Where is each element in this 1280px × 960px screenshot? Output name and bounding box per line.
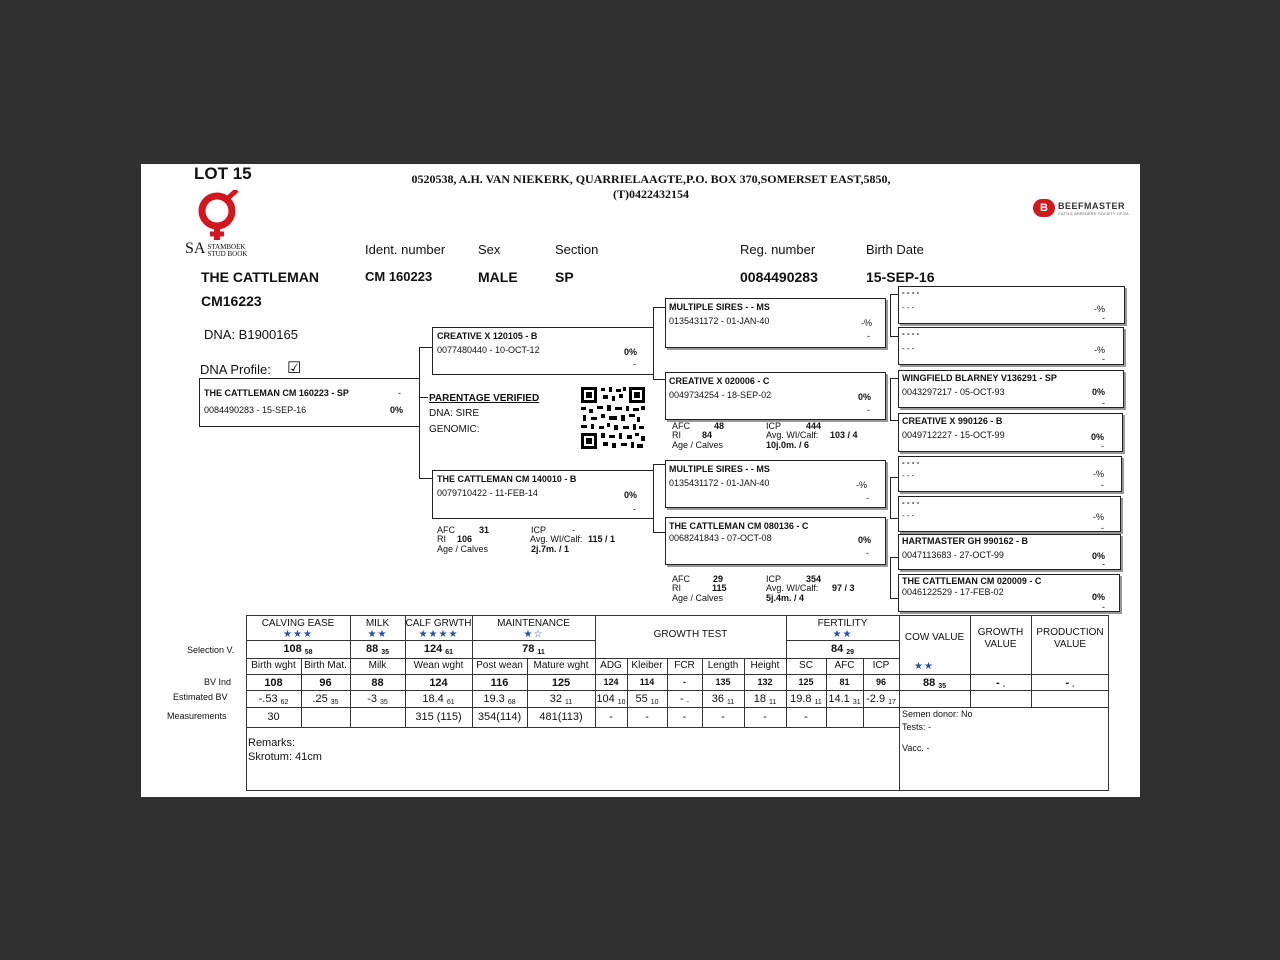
connector [890,477,891,518]
group-fertility: FERTILITY [817,618,868,629]
sex-value: MALE [478,269,518,285]
pedigree-certificate [141,164,1140,797]
ebv-number: .25 [312,693,328,705]
trait-header: Birth wght [251,660,296,671]
connector [653,379,665,380]
bv-index-value: 125 [551,677,571,689]
sire-box: CREATIVE X 120105 - B 0077480440 - 10-OCT-12 0% - [432,327,654,375]
estimated-bv-value [667,693,702,706]
beefmaster-b-icon: B [1033,199,1055,217]
group-calf-growth: CALF GRWTH [405,618,472,629]
connector [653,307,665,308]
group-cow-value: COW VALUE [904,632,965,643]
bv-index-value: 132 [757,677,773,687]
great-grandparent-box-7: HARTMASTER GH 990162 - B 0047113683 - 27-OCT-99 0% - [898,534,1121,570]
trait-header: AFC [834,660,855,671]
reg-number: 0084490283 [740,269,818,285]
grandparent-2-stats: AFC 48 RI 84 Age / Calves ICP 444 Avg. WI/Calf: 103 / 4 10j.0m. / 6 [672,421,858,450]
connector [890,294,891,336]
bv-index-value: 135 [715,677,731,687]
great-grandparent-box-8: THE CATTLEMAN CM 020009 - C 0046122529 - 17-FEB-02 0% - [898,574,1120,612]
ebv-number: -2.9 [866,693,886,705]
estimated-bv-value [301,693,350,706]
measurement-value: - [645,711,649,723]
bv-index-value: 96 [875,677,886,687]
measurement-value: - [804,711,808,723]
measurement-value: - [721,711,725,723]
estimated-bv-value [826,693,863,706]
trait-header: Birth Mat. [304,660,347,671]
connector [419,478,433,479]
bv-index-value: 108 [264,677,283,689]
ebv-number: 32 [549,693,562,705]
ident-number: CM 160223 [365,269,433,284]
ebv-accuracy: 35 [379,699,388,706]
connector [653,532,665,533]
maintenance-stars-icon: ★☆ [523,629,544,640]
ebv-accuracy: 11 [726,699,735,706]
bv-index-value: 114 [639,677,655,687]
animal-code: CM16223 [201,293,262,309]
trait-header: Milk [368,660,387,671]
sel-growth-value: - $_-$ [995,677,1005,690]
connector [890,420,898,421]
estimated-bv-value [350,693,405,706]
connector [890,378,891,420]
parentage-verified: PARENTAGE VERIFIED [429,393,540,404]
group-growth-value: GROWTH VALUE [977,627,1024,650]
parentage-dna: DNA: SIRE [429,408,480,419]
trait-header: Post wean [476,660,523,671]
ident-label: Ident. number [365,242,446,257]
ebv-number: -.53 [258,693,278,705]
estimated-bv-value [627,693,667,706]
measurement-value: 354(114) [477,711,522,723]
connector [890,378,898,379]
grandparent-box-2: CREATIVE X 020006 - C 0049734254 - 18-SEP-02 0% - [665,372,886,420]
trait-header: SC [799,660,813,671]
connector [890,557,891,598]
group-milk: MILK [365,618,390,629]
connector [890,598,898,599]
ebv-number: 18 [753,693,766,705]
measurement-value: 315 (115) [415,711,462,723]
ebv-accuracy: 61 [446,699,455,706]
sel-fertility: 84 $_{29}$ [830,643,855,656]
subject-animal-box: THE CATTLEMAN CM 160223 - SP - 0084490283 - 15-SEP-16 0% [199,378,420,427]
ebv-number: 19.3 [483,693,505,705]
ebv-accuracy: 11 [564,699,573,706]
grandparent-box-1: MULTIPLE SIRES - - MS 0135431172 - 01-JAN-40 -% - [665,298,886,348]
lot-number: LOT 15 [194,164,252,183]
ebv-number: 36 [711,693,724,705]
connector [419,397,428,398]
dna-profile-check-icon: ☑ [287,360,302,377]
sel-maintenance: 78 $_{11}$ [522,643,545,656]
trait-header: Wean wght [413,660,464,671]
group-calving-ease: CALVING EASE [261,618,335,629]
estimated-bv-value [702,693,744,706]
grandparent-box-3: MULTIPLE SIRES - - MS 0135431172 - 01-JAN-40 -% - [665,460,886,508]
vaccinations: Vacc. - [902,743,930,753]
estimated-bv-value [246,693,301,706]
remarks-label: Remarks: [248,737,296,749]
estimated-bv-value [863,693,899,706]
parentage-genomic: GENOMIC: [429,424,480,435]
row-label-measurements: Measurements [167,711,227,721]
qr-code-icon [579,385,647,451]
sel-production-value: - $_-$ [1065,677,1075,690]
group-maintenance: MAINTENANCE [497,618,570,629]
measurement-value: 481(113) [539,711,583,723]
estimated-bv-value [595,693,627,706]
ebv-accuracy: 17 [888,699,896,706]
section-label: Section [555,242,599,257]
bv-index-value: 116 [490,677,509,689]
beefmaster-logo: B BEEFMASTER CATTLE BREEDERS' SOCIETY OF SA [1033,197,1137,219]
measurement-value: - [682,711,687,723]
dna-number: DNA: B1900165 [204,327,298,342]
connector [653,464,665,465]
sel-milk: 88 $_{35}$ [365,643,390,656]
estimated-bv-value [472,693,527,706]
great-grandparent-box-6: - - - - - - - -% - [898,496,1121,532]
connector [890,557,898,558]
estimated-bv-value [744,693,786,706]
ebv-number: 19.8 [790,693,812,705]
milk-stars-icon: ★★ [367,629,388,640]
great-grandparent-box-4: CREATIVE X 990126 - B 0049712227 - 15-OCT-99 0% - [898,413,1123,452]
ebv-accuracy: 31 [852,699,861,706]
great-grandparent-box-2: - - - - - - - -% - [898,327,1124,365]
ebv-accuracy: 11 [768,699,777,706]
fertility-stars-icon: ★★ [832,629,853,640]
reg-label: Reg. number [740,242,816,257]
measurement-value: 30 [267,711,280,723]
row-label-selection: Selection V. [187,645,235,655]
bv-index-value: 124 [429,677,448,689]
bv-index-value: - [683,677,686,687]
sa-studbook-logo: SA STAMBOEK STUD BOOK [185,190,261,260]
trait-header: ADG [600,660,622,671]
breeder-address: 0520538, A.H. VAN NIEKERK, QUARRIELAAGTE,P.O. BOX 370,SOMERSET EAST,5850, (T)0422432154 [411,172,891,201]
studbook-emblem-icon [185,190,261,242]
estimated-bv-value [405,693,472,706]
cow-value-stars-icon: ★★ [914,661,934,672]
trait-header: Kleiber [631,660,663,671]
row-label-ebv: Estimated BV [173,692,228,702]
birth-date: 15-SEP-16 [866,269,935,285]
connector [419,347,433,348]
grandparent-box-4: THE CATTLEMAN CM 080136 - C 0068241843 - 07-OCT-08 0% - [665,517,886,565]
row-label-bv: BV Ind [204,677,232,687]
ebv-accuracy: 62 [280,699,289,706]
ebv-number: -3 [367,693,377,705]
group-growth-test: GROWTH TEST [653,629,728,640]
tests: Tests: - [902,722,932,732]
ebv-number: - [679,693,684,705]
dam-box: THE CATTLEMAN CM 140010 - B 0079710422 - 11-FEB-14 0% - [432,470,654,519]
ebv-number: 55 [635,693,648,705]
dam-stats: AFC 31 RI 106 Age / Calves ICP - Avg. WI/Calf: 115 / 1 2j.7m. / 1 [437,525,616,554]
connector [890,336,898,337]
dna-profile-label: DNA Profile: [200,362,271,377]
bv-index-value: 124 [603,677,619,687]
calf-stars-icon: ★★★★ [418,629,459,640]
ebv-number: 14.1 [828,693,850,705]
ebv-number: 18.4 [422,693,444,705]
ebv-number: 104 [596,693,615,705]
ebv-accuracy: 11 [814,699,822,706]
ebv-accuracy: 68 [507,699,516,706]
group-production-value: PRODUCTION VALUE [1036,627,1104,650]
ebv-accuracy: 10 [617,699,626,706]
sel-calf: 124 $_{61}$ [423,643,454,656]
sel-calving: 108 $_{58}$ [283,643,313,656]
bv-index-value: 125 [798,677,814,687]
connector [890,294,898,295]
trait-header: Height [750,660,780,671]
great-grandparent-box-3: WINGFIELD BLARNEY V136291 - SP 0043297217 - 05-OCT-93 0% - [898,370,1124,408]
great-grandparent-box-5: - - - - - - - -% - [898,456,1122,492]
animal-name: THE CATTLEMAN [201,269,319,285]
great-grandparent-box-1: - - - - - - - -% - [898,286,1125,324]
trait-header: Mature wght [533,660,589,671]
birth-label: Birth Date [866,242,924,257]
trait-header: FCR [674,660,695,671]
ebv-accuracy: - [686,699,689,706]
estimated-bv-value [786,693,826,706]
connector [890,477,898,478]
bv-index-value: 88 [371,677,384,689]
section-value: SP [555,269,574,285]
trait-header: ICP [872,660,890,671]
ebv-accuracy: 10 [650,699,659,706]
semen-donor: Semen donor: No [902,709,973,719]
estimated-bv-value [527,693,595,706]
bv-index-value: 96 [319,677,332,689]
sel-cow-value: 88 $_{35}$ [922,677,947,690]
measurement-value: - [609,711,613,723]
bv-index-value: 81 [839,677,850,687]
remarks-text: Skrotum: 41cm [248,751,322,763]
trait-header: Length [707,660,739,671]
connector [890,518,898,519]
ebv-accuracy: 35 [330,699,339,706]
grandparent-4-stats: AFC 29 RI 115 Age / Calves ICP 354 Avg. WI/Calf: 97 / 3 5j.4m. / 4 [672,574,855,603]
sex-label: Sex [478,242,501,257]
calving-stars-icon: ★★★ [283,629,313,640]
measurement-value: - [763,711,767,723]
